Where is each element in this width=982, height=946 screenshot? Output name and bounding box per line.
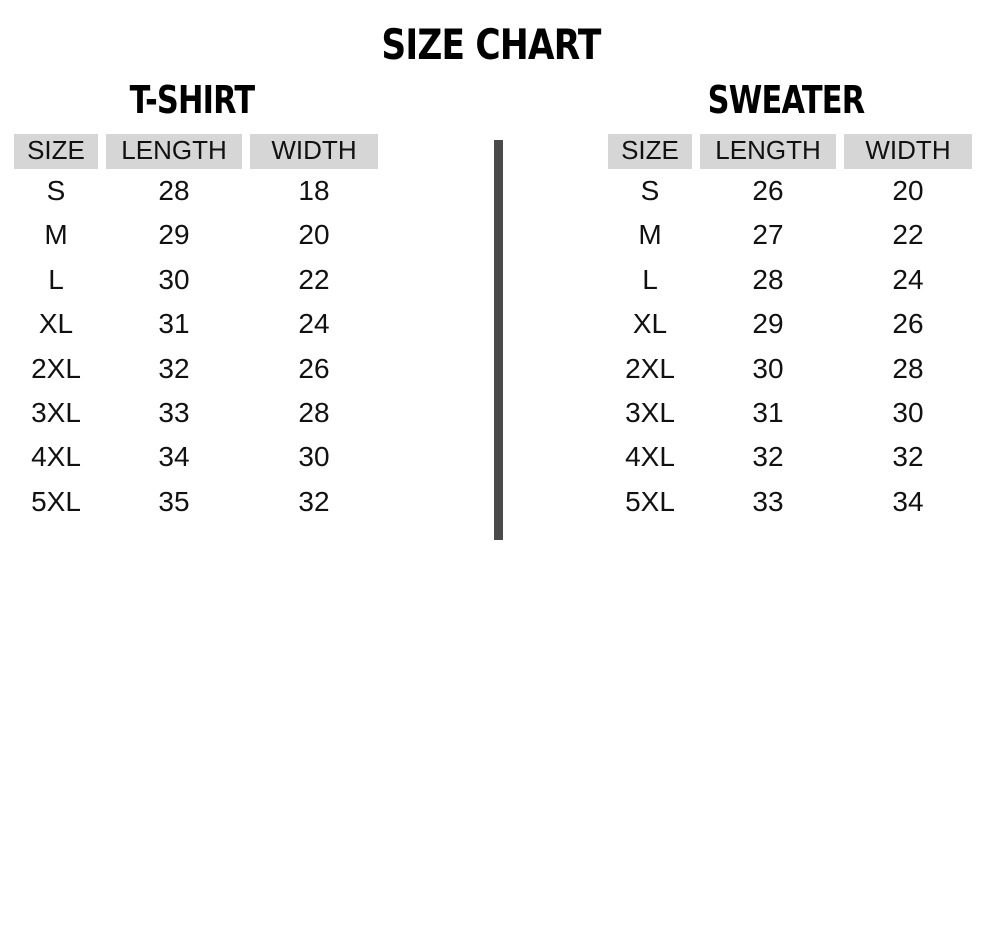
table-row — [608, 347, 972, 391]
table-row — [14, 302, 378, 346]
cell-size: 4XL — [31, 441, 81, 473]
cell-length: 32 — [752, 441, 784, 473]
table-row — [14, 347, 378, 391]
cell-size: 2XL — [625, 352, 675, 384]
cell-size: M — [44, 219, 68, 251]
table-header-row — [14, 134, 378, 169]
vertical-divider — [494, 140, 503, 540]
cell-length: 27 — [752, 219, 784, 251]
cell-length: 26 — [752, 175, 784, 207]
cell-width: 34 — [892, 485, 924, 517]
column-header-size: SIZE — [608, 134, 692, 169]
cell-width: 30 — [298, 441, 330, 473]
cell-width: 24 — [298, 308, 330, 340]
cell-size: 2XL — [31, 352, 81, 384]
cell-size: XL — [38, 308, 74, 340]
cell-length: 31 — [752, 397, 784, 429]
cell-width: 18 — [298, 175, 330, 207]
cell-length: 29 — [752, 308, 784, 340]
column-header-length: LENGTH — [106, 134, 242, 169]
cell-width: 22 — [892, 219, 924, 251]
table-row — [608, 435, 972, 479]
cell-width: 32 — [298, 485, 330, 517]
page-title: SIZE CHART — [381, 20, 601, 69]
cell-size: 3XL — [625, 397, 675, 429]
cell-length: 32 — [158, 352, 190, 384]
table-row — [14, 480, 378, 524]
cell-width: 20 — [298, 219, 330, 251]
cell-length: 33 — [752, 485, 784, 517]
cell-size: 3XL — [31, 397, 81, 429]
cell-length: 35 — [158, 485, 190, 517]
cell-size: 4XL — [625, 441, 675, 473]
cell-length: 29 — [158, 219, 190, 251]
cell-size: S — [46, 175, 66, 207]
table-row — [608, 213, 972, 257]
table-row — [608, 169, 972, 213]
cell-width: 26 — [892, 308, 924, 340]
cell-length: 28 — [752, 263, 784, 295]
table-row — [14, 169, 378, 213]
cell-width: 26 — [298, 352, 330, 384]
cell-width: 32 — [892, 441, 924, 473]
tshirt-size-table — [6, 134, 386, 524]
table-row — [608, 480, 972, 524]
cell-length: 34 — [158, 441, 190, 473]
cell-width: 20 — [892, 175, 924, 207]
table-row — [14, 435, 378, 479]
table-row — [608, 258, 972, 302]
cell-width: 22 — [298, 263, 330, 295]
table-header-row — [608, 134, 972, 169]
cell-width: 24 — [892, 263, 924, 295]
cell-length: 33 — [158, 397, 190, 429]
cell-length: 31 — [158, 308, 190, 340]
table-row — [14, 213, 378, 257]
table-row — [14, 258, 378, 302]
tshirt-table-title: T-SHIRT — [129, 78, 255, 122]
cell-size: XL — [632, 308, 668, 340]
cell-length: 28 — [158, 175, 190, 207]
column-header-size: SIZE — [14, 134, 98, 169]
column-header-width: WIDTH — [844, 134, 972, 169]
sweater-table-title: SWEATER — [707, 78, 865, 122]
cell-length: 30 — [158, 263, 190, 295]
cell-width: 30 — [892, 397, 924, 429]
sweater-size-table-block — [600, 80, 972, 524]
cell-width: 28 — [892, 352, 924, 384]
table-row — [14, 391, 378, 435]
tshirt-size-table-block — [6, 80, 378, 524]
column-header-length: LENGTH — [700, 134, 836, 169]
cell-size: 5XL — [625, 485, 675, 517]
cell-length: 30 — [752, 352, 784, 384]
column-header-width: WIDTH — [250, 134, 378, 169]
cell-size: M — [638, 219, 662, 251]
cell-size: L — [48, 263, 64, 295]
table-row — [608, 391, 972, 435]
sweater-size-table — [600, 134, 980, 524]
cell-width: 28 — [298, 397, 330, 429]
table-row — [608, 302, 972, 346]
cell-size: 5XL — [31, 485, 81, 517]
cell-size: S — [640, 175, 660, 207]
cell-size: L — [642, 263, 658, 295]
